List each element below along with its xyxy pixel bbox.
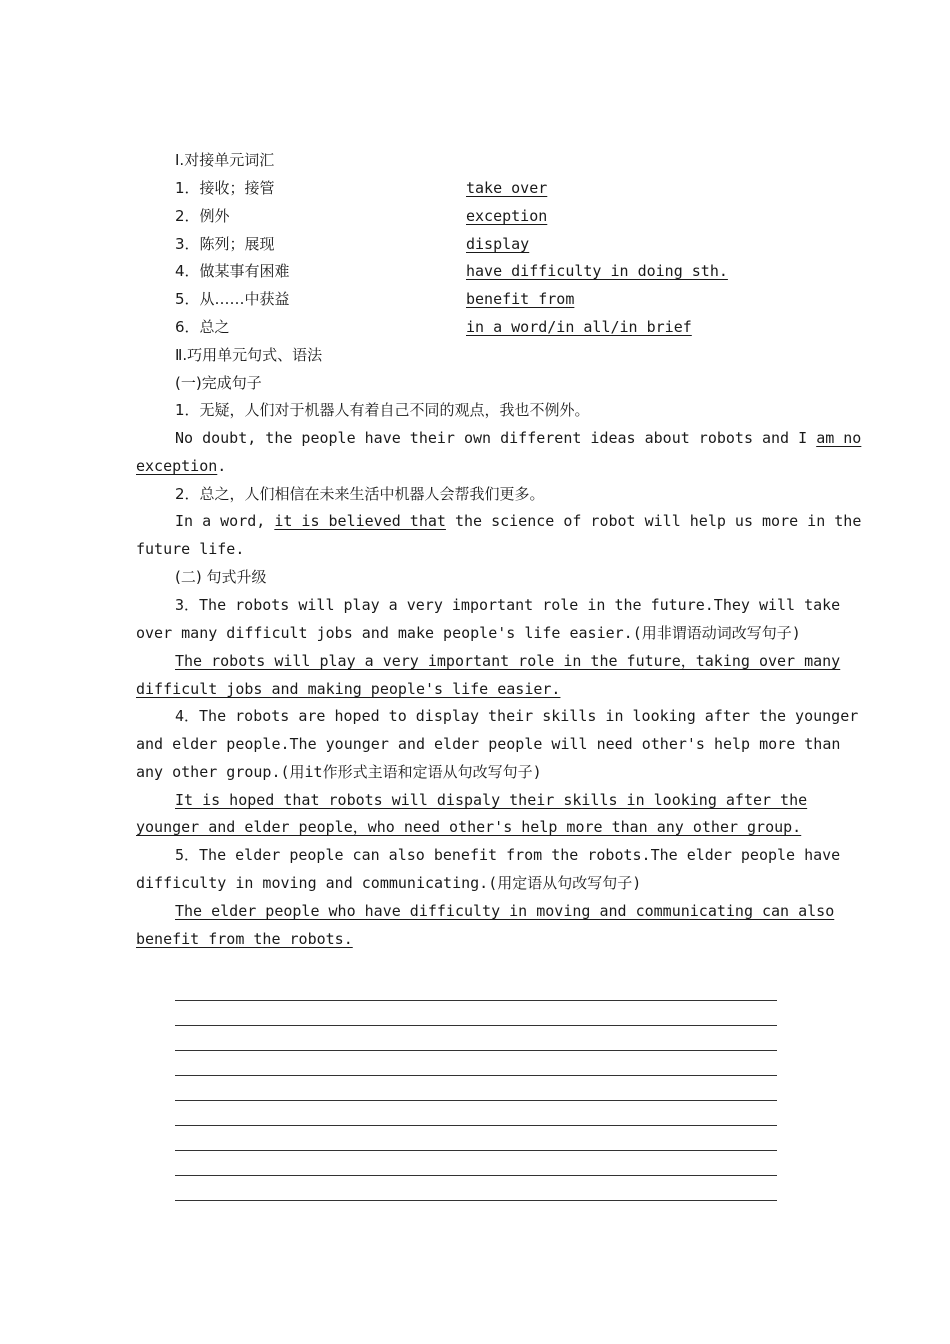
q5-line1: 5．The elder people can also benefit from the robots.The elder people have [175,846,841,864]
writing-line[interactable] [175,1175,777,1176]
writing-line[interactable] [175,1025,777,1026]
vocab-item-1-en: take over [466,179,548,197]
q1-sentence-line2: exception. [136,457,227,475]
q5-answer-line2: benefit from the robots. [136,930,353,948]
vocab-item-6-en: in a word/in all/in brief [466,318,692,336]
writing-line[interactable] [175,1100,777,1101]
writing-line[interactable] [175,1050,777,1051]
q1-answer-part1: am no [816,429,862,447]
vocab-item-2-en: exception [466,207,548,225]
q3-answer-line2: difficult jobs and making people's life easier. [136,680,561,698]
writing-line[interactable] [175,1150,777,1151]
section1-title: Ⅰ.对接单元词汇 [175,151,275,169]
q5-answer-line1: The elder people who have difficulty in moving and communicating can also [175,902,835,920]
vocab-item-1-zh: 1．接收；接管 [175,179,275,197]
vocab-item-5-en: benefit from [466,290,575,308]
q5-line2: difficulty in moving and communicating.(用定语从句改写句子) [136,874,642,892]
vocab-item-2-zh: 2．例外 [175,207,230,225]
vocab-item-5-zh: 5．从……中获益 [175,290,290,308]
vocab-item-4-en: have difficulty in doing sth. [466,262,728,280]
q1-prompt: 1．无疑，人们对于机器人有着自己不同的观点，我也不例外。 [175,401,590,419]
part2-title: (二) 句式升级 [175,568,267,586]
q3-line1: 3．The robots will play a very important role in the future.They will take [175,596,841,614]
vocab-item-3-en: display [466,235,530,253]
q2-prompt: 2．总之，人们相信在未来生活中机器人会帮我们更多。 [175,485,545,503]
q2-answer: it is believed that [274,512,446,530]
writing-line[interactable] [175,1200,777,1201]
section2-title: Ⅱ.巧用单元句式、语法 [175,346,323,364]
q2-sentence-line1: In a word, it is believed that the science of robot will help us more in the [175,512,862,530]
q4-answer-line1: It is hoped that robots will dispaly their skills in looking after the [175,791,808,809]
q4-line2: and elder people.The younger and elder people will need other's help more than [136,735,841,753]
q3-line2: over many difficult jobs and make people's life easier.(用非谓语动词改写句子) [136,624,801,642]
q4-answer-line2: younger and elder people，who need other's help more than any other group. [136,818,802,836]
vocab-item-3-zh: 3．陈列；展现 [175,235,275,253]
writing-line[interactable] [175,1000,777,1001]
q1-answer-part2: exception [136,457,218,475]
vocab-item-6-zh: 6．总之 [175,318,230,336]
q1-sentence-line1: No doubt, the people have their own different ideas about robots and I am no [175,429,862,447]
vocab-item-4-zh: 4．做某事有困难 [175,262,290,280]
writing-line[interactable] [175,1125,777,1126]
q2-sentence-line2: future life. [136,540,245,558]
writing-line[interactable] [175,1075,777,1076]
q3-answer-line1: The robots will play a very important role in the future，taking over many [175,652,841,670]
q4-line1: 4．The robots are hoped to display their skills in looking after the younger [175,707,859,725]
q4-line3: any other group.(用it作形式主语和定语从句改写句子) [136,763,542,781]
part1-title: (一)完成句子 [175,374,262,392]
